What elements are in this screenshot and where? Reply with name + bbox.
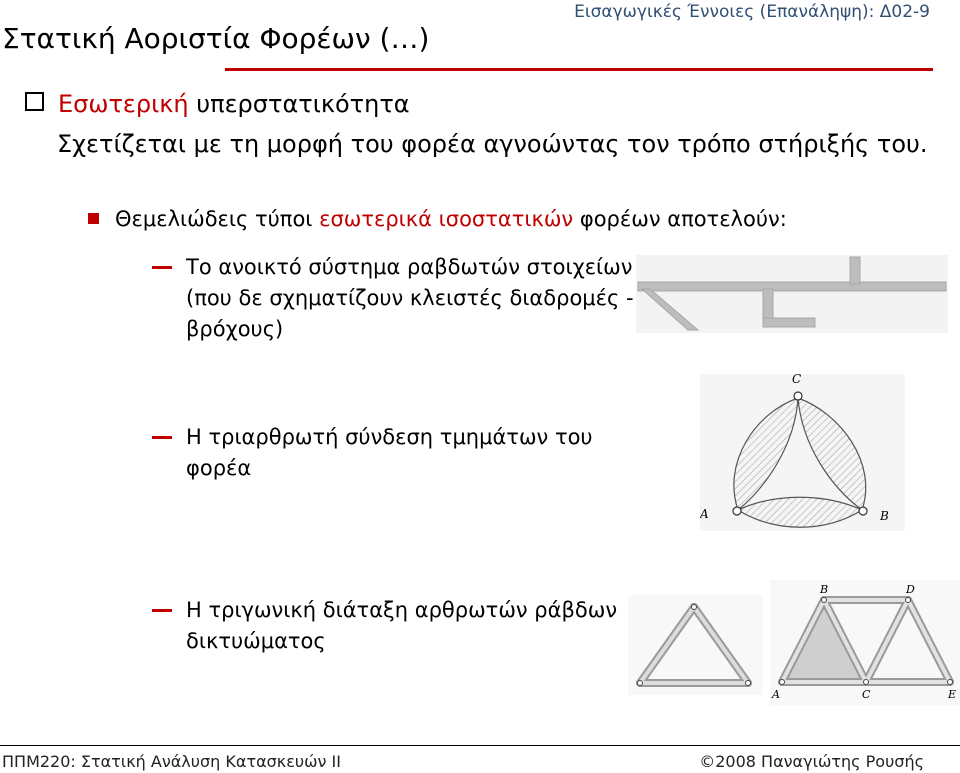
dash-bullet-icon [152, 609, 172, 612]
main-bullet-highlight: Εσωτερική [58, 90, 189, 118]
sub-bullet-highlight: εσωτερικά ισοστατικών [319, 207, 574, 231]
joint-icon [746, 681, 751, 686]
footer-course: ΠΠΜ220: Στατική Ανάλυση Κατασκευών ΙΙ [2, 752, 341, 771]
hinge-b-icon [859, 507, 867, 515]
main-bullet [25, 90, 410, 118]
sub-bullet [88, 207, 787, 231]
hinge-c-icon [794, 392, 802, 400]
truss-label-d: D [906, 583, 915, 596]
three-hinge-figure [700, 368, 905, 533]
list-item-text: Το ανοικτό σύστημα ραβδωτών στοιχείων (που δε σχηματίζουν κλειστές διαδρομές - βρόχους) [186, 255, 634, 341]
list-item [186, 595, 646, 657]
truss-label-c: C [862, 688, 871, 701]
open-frame-figure [636, 252, 948, 336]
joint-icon [906, 598, 911, 603]
sub-bullet-text-before: Θεμελιώδεις τύποι [115, 207, 320, 231]
list-item-text: Η τριαρθρωτή σύνδεση τμημάτων του φορέα [186, 425, 593, 480]
joint-icon [692, 605, 697, 610]
label-c: C [792, 372, 802, 386]
list-item-text: Η τριγωνική διάταξη αρθρωτών ράβδων δικτυώματος [186, 598, 618, 653]
joint-icon [822, 598, 827, 603]
square-bullet-icon [88, 213, 99, 224]
truss-label-a: A [772, 688, 780, 701]
truss-label-b: B [820, 583, 829, 596]
sub-bullet-text-after: φορέων αποτελούν: [573, 207, 787, 231]
header-rule [225, 68, 933, 71]
checkbox-bullet-icon [25, 92, 44, 111]
joint-icon [864, 680, 869, 685]
dash-bullet-icon [152, 436, 172, 439]
list-item [186, 422, 646, 484]
triangle-truss-figure [628, 595, 763, 695]
joint-icon [948, 680, 953, 685]
joint-icon [638, 681, 643, 686]
joint-icon [780, 680, 785, 685]
slide-title: Στατική Αοριστία Φορέων (…) [2, 22, 430, 55]
dash-bullet-icon [152, 266, 172, 269]
list-item [186, 252, 646, 345]
hinge-a-icon [733, 507, 741, 515]
truss-figure [770, 580, 960, 705]
footer-copyright: ©2008 Παναγιώτης Ρουσής [699, 752, 924, 771]
section-header: Εισαγωγικές Έννοιες (Επανάληψη): Δ02-9 [574, 2, 930, 22]
label-b: B [880, 509, 889, 523]
label-a: A [700, 507, 709, 521]
description-paragraph: Σχετίζεται με τη μορφή του φορέα αγνοώντας τον τρόπο στήριξής του. [57, 130, 928, 158]
footer-rule [0, 745, 960, 746]
truss-label-e: E [948, 688, 957, 701]
main-bullet-text: υπερστατικότητα [188, 90, 410, 118]
